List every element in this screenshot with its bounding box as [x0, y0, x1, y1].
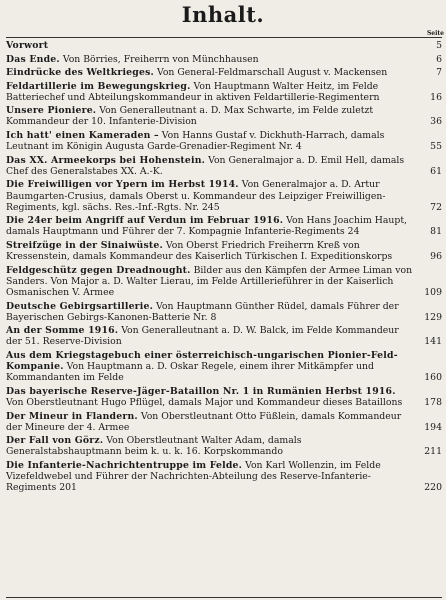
entry-page-number: 55: [430, 141, 442, 153]
entry-title: Vorwort: [6, 40, 49, 51]
entry-page-number: 5: [436, 40, 442, 51]
entry-author: Von Oberstleutnant Otto Füßlein, damals Kommandeur der Mineure der 4. Armee: [6, 410, 402, 433]
entry-page-number: 36: [430, 116, 442, 128]
entry-page-number: 61: [430, 165, 442, 177]
entry-author: Von Hauptmann a. D. Oskar Regele, einem ihrer Mitkämpfer und Kommandanten im Felde: [6, 361, 374, 384]
entry-page-number: 220: [424, 482, 442, 494]
toc-entry: [6, 435, 442, 457]
entry-page-number: 141: [424, 336, 442, 348]
toc-entry: [6, 350, 442, 384]
entry-title: Ich hatt' einen Kameraden –: [6, 129, 159, 141]
toc-entry: [6, 411, 442, 433]
toc-entry: [6, 179, 442, 213]
entry-title: Unsere Pioniere.: [6, 105, 97, 117]
entry-title: Das Ende.: [6, 53, 60, 65]
toc-entry: [6, 81, 442, 103]
bottom-rule: [6, 597, 442, 598]
toc-entry: [6, 265, 442, 299]
entry-author: Von Hauptmann Walter Heitz, im Felde Batteriechef und Abteilungskommandeur in aktiven Feldartillerie-Regimentern: [6, 80, 380, 103]
toc-entry: [6, 155, 442, 177]
entry-page-number: 194: [424, 421, 442, 433]
table-of-contents: [6, 40, 442, 496]
entry-title: Eindrücke des Weltkrieges.: [6, 67, 154, 78]
entry-title: Die Infanterie-Nachrichtentruppe im Felde.: [6, 459, 243, 471]
toc-entry: [6, 386, 442, 408]
entry-title: Streifzüge in der Sinaiwüste.: [6, 239, 163, 251]
entry-title: Der Mineur in Flandern.: [6, 410, 138, 422]
entry-page-number: 160: [424, 372, 442, 384]
toc-entry: [6, 240, 442, 262]
entry-title: Die Freiwilligen vor Ypern im Herbst 1914.: [6, 179, 239, 191]
toc-entry: [6, 460, 442, 494]
entry-title: Deutsche Gebirgsartillerie.: [6, 300, 154, 312]
entry-author: Von Hanns Gustaf v. Dickhuth-Harrach, damals Leutnant im Königin Augusta Garde-Grenadier-Regiment Nr. 4: [6, 129, 385, 153]
entry-author: Von Generalmajor a. D. Emil Hell, damals Chef des Generalstabes XX. A.-K.: [6, 154, 405, 177]
entry-author: Von Generalleutnant a. D. W. Balck, im Felde Kommandeur der 51. Reserve-Division: [6, 325, 399, 348]
entry-page-number: 129: [424, 311, 442, 323]
toc-entry: [6, 301, 442, 323]
toc-entry: [6, 40, 442, 51]
entry-page-number: 7: [436, 67, 442, 78]
toc-entry: [6, 105, 442, 127]
entry-author: Von Börries, Freiherrn von Münchhausen: [62, 53, 259, 65]
entry-author: Von Hans Joachim Haupt, damals Hauptmann und Führer der 7. Kompagnie Infanterie-Regiments 24: [6, 215, 408, 238]
entry-page-number: 81: [430, 226, 442, 238]
toc-entry: [6, 130, 442, 152]
toc-entry: [6, 67, 442, 78]
entry-page-number: 16: [430, 91, 442, 103]
entry-author: Von Oberst Friedrich Freiherrn Kreß von Kressenstein, damals Kommandeur des Kaiserlich Türkischen I. Expeditionskorps: [6, 239, 393, 263]
entry-title: Der Fall von Görz.: [6, 435, 104, 447]
entry-author: Von Oberstleutnant Walter Adam, damals Generalstabshauptmann beim k. u. k. 16. Korpskommando: [6, 435, 302, 458]
entry-author: Von Generalmajor a. D. Artur Baumgarten-Crusius, damals Oberst u. Kommandeur des Leipziger Freiwilligen-Regiments, kgl. sächs. Res.-Inf.-Rgts. Nr. 245: [6, 179, 386, 213]
entry-title: Das bayerische Reserve-Jäger-Bataillon Nr. 1 in Rumänien Herbst 1916.: [6, 385, 396, 397]
page-column-label: Seite: [426, 30, 444, 37]
entry-title: Feldartillerie im Bewegungskrieg.: [6, 80, 191, 92]
entry-author: Von Generalleutnant a. D. Max Schwarte, im Felde zuletzt Kommandeur der 10. Infanterie-Division: [6, 105, 374, 128]
entry-title: Aus dem Kriegstagebuch einer österreichisch-ungarischen Pionier-Feld-Kompanie.: [6, 349, 398, 373]
entry-page-number: 109: [424, 287, 442, 299]
entry-title: Das XX. Armeekorps bei Hohenstein.: [6, 154, 206, 166]
entry-page-number: 72: [430, 201, 442, 213]
top-rule: [6, 37, 442, 38]
entry-title: Feldgeschütz gegen Dreadnought.: [6, 264, 191, 276]
entry-title: Die 24er beim Angriff auf Verdun im Februar 1916.: [6, 215, 284, 227]
page-title: Inhalt.: [181, 2, 265, 27]
entry-author: Von General-Feldmarschall August v. Mackensen: [156, 67, 388, 78]
toc-entry: [6, 325, 442, 347]
entry-author: Von Oberstleutnant Hugo Pflügel, damals Major und Kommandeur dieses Bataillons: [6, 397, 403, 409]
toc-entry: [6, 54, 442, 65]
entry-author: Von Hauptmann Günther Rüdel, damals Führer der Bayerischen Gebirgs-Kanonen-Batterie Nr. 8: [6, 300, 399, 323]
toc-entry: [6, 215, 442, 237]
entry-author: Bilder aus den Kämpfen der Armee Liman von Sanders. Von Major a. D. Walter Lierau, im Felde Artillerieführer in der Kaiserlich Osmanischen V. Armee: [6, 264, 413, 299]
entry-page-number: 211: [424, 446, 442, 458]
entry-page-number: 178: [424, 397, 442, 409]
entry-title: An der Somme 1916.: [6, 325, 119, 337]
entry-page-number: 6: [436, 53, 442, 65]
entry-page-number: 96: [430, 251, 442, 263]
entry-author: Von Karl Wollenzin, im Felde Vizefeldwebel und Führer der Nachrichten-Abteilung des Reserve-Infanterie-Regiments 201: [6, 459, 381, 494]
